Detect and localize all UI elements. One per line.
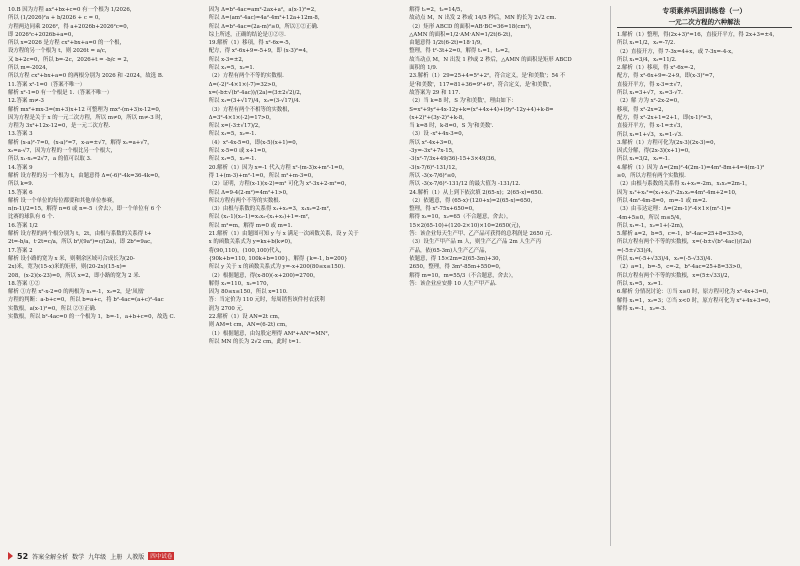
text-line: 解析 设方程的另一个根为 t，由题意得 Δ=(-6)²-4k=36-4k=0， (8, 172, 164, 179)
text-line: 208，(x-2)(x-23)=0，所以 x=2，即小路的宽为 2 米. (8, 272, 141, 279)
text-line: 2650，整理，得 3m²-85m+550=0， (409, 264, 505, 271)
text-line: （2）矩形 ABCD 的面积=AB·BC=36=18(cm²)， (409, 23, 536, 30)
text-line: 比赛的球队有 6 个. (8, 214, 55, 221)
text-line: 解得 x₁=110，x₂=170， (208, 280, 272, 287)
text-line: 设方程的另一个根为 t，则 2026t = a/c， (8, 48, 111, 55)
text-line: 所以 x₁=3+√7，x₂=3-√7. (616, 90, 683, 97)
text-line: 整理，得 x²-75x+650=0， (409, 206, 478, 213)
text-line: 14.答案 9 (8, 164, 33, 171)
text-line: 故动点 M，N 出发 2 秒或 14/5 秒后，MN 的长为 2√2 cm. (409, 15, 557, 22)
text-line: 所以 y 关于 x 的函数关系式为 y=-x+200(80≤x≤150). (208, 264, 345, 271)
text-line: 所以 x₁=5，x₂=-1. (208, 131, 257, 138)
text-line: 答：该企业应安排 10 人生产甲产品. (409, 280, 497, 287)
text-line: 因为 x₁²+x₂²=(x₁+x₂)²-2x₁x₂=4m²-4m+2=10， (616, 189, 741, 196)
text-line: 所以 k=9. (8, 181, 34, 188)
text-line: 所以 -3(x-7/6)²-131/12 的最大值为 -131/12. (409, 181, 521, 188)
text-line: 解得 x₁=1，x₂=3；②当 x<0 时，原方程可化为 x²+4x+3=0， (616, 297, 774, 304)
text-line: 2x)米，宽为(15-x)米的矩形，则(20-2x)(15-x)= (8, 264, 127, 271)
text-line: Δ=(-2)²-4×1×(-7)=32>0， (208, 81, 281, 88)
text-line: 所以 x₁=(3+√17)/4，x₂=(3-√17)/4. (208, 98, 301, 105)
text-line: 18.答案 ①② (8, 280, 40, 287)
text-line: 所以方程有两个不等的实数根，x=(5±√33)/2， (616, 272, 733, 279)
text-line: （3）由根与系数的关系得 x₁+x₂=3，x₁x₂=2-m²， (208, 206, 335, 213)
text-line: 整理，得 t²-3t+2=0，解得 t₁=1，t₂=2， (409, 48, 514, 55)
text-line: 1.解析（1）整理，得(2x+3)²=16，直接开平方，得 2x+3=±4， (616, 32, 778, 38)
text-line: -3(x²-7/3x+49/36)-15+3×49/36， (409, 156, 500, 163)
text-line: 3.解析（1）方程可化为(2x-3)(2x-3)=0， (616, 139, 719, 146)
text-line: 配方，得 x²-6x+9=-5+9，即 (x-3)²=4， (208, 48, 312, 55)
text-line: 配方，得 x²-2x+1=2+1，即(x-1)²=3， (616, 114, 717, 121)
text-line: n(n-1)/2=15，解得 n=6 或 n=-5（舍去），即一个单位有 6 个 (8, 206, 162, 213)
text-line: 所以方程有两个不等的实数根. (208, 197, 281, 204)
text-line: x=(-b±√(b²-4ac))/(2a)=(3±2√2)/2， (208, 89, 306, 96)
text-line: （1）根据题意，由勾股定理得 AM²+AN²=MN²， (208, 330, 333, 337)
text-line: 所以 x-5=0 或 x+1=0， (208, 148, 271, 155)
text-line: 15.答案 6 (8, 189, 33, 196)
subject-label: 数学 (72, 553, 85, 561)
text-line: （2）方程有两个不等的实数根. (208, 73, 284, 80)
column-2 (209, 6, 404, 546)
text-line: 解得 x₁=-1，x₂=-3. (616, 305, 667, 312)
text-line: 所以 x=2026 是方程 cx²+bx+a=0 的一个根， (8, 40, 125, 47)
text-line: （2）依题意，得 (65-x)·(120+x)=2(65-x)=650， (409, 197, 536, 204)
column-1 (8, 6, 203, 546)
text-line: 10.B 因为方程 ax²+bx+c=0 有一个根为 1/2026， (8, 7, 136, 13)
term-label: 上册 (110, 553, 123, 561)
text-line: 是'和美数'，117=81+36=9²+6²，符合定义，是'和美数'， (409, 81, 555, 88)
text-line: 所以方程 cx²+bx+a=0 的两根分别为 2026 和 -2024，故选 B. (8, 73, 164, 80)
text-line: x 的函数关系式为 y=kx+b(k≠0)， (208, 239, 296, 246)
triangle-icon (8, 552, 13, 560)
text-line: （2）解 方为 x²-2x-2=0， (616, 98, 683, 105)
grade-label: 九年级 (88, 553, 107, 561)
column-3 (409, 6, 604, 546)
text-line: 配方，得 x²-6x+9=-2+9，即(x-3)²=7， (616, 73, 718, 80)
text-line: -3(x-7/6)²-131/12， (409, 164, 461, 171)
text-line: 所以 (x₁-1)(x₂-1)=x₁x₂-(x₁+x₂)+1=-m²， (208, 214, 314, 221)
text-line: 因为方程是关于 x 的一元二次方程，所以 m≠0，所以 m≠-3 时， (8, 114, 167, 121)
text-line: 所以 Δ=(am²-4ac)=4a²-4m²+12a+12m-8， (208, 15, 324, 22)
text-line: 所以 -3(x-7/6)²≤0， (409, 172, 461, 179)
text-line: 解析 设一个单位的每位都要和其他单位参赛， (8, 197, 118, 204)
text-line: 因为 Δ=b²-4ac=am²-2ax+a²，a(x-1)²=2， (208, 7, 320, 13)
text-line: 17.答案 2 (8, 247, 33, 254)
book-title: 答案全解全析 (32, 553, 69, 561)
text-line: （4）x²-4x-5=0，即(x-5)(x+1)=0， (208, 139, 302, 146)
text-line: 方程的判断：a-b+c=0，所以 b=a+c，将 b²-4ac=(a+c)²-4ac (8, 297, 164, 304)
text-line: △AMN 的面积=1/2·AM·AN=1/2t(6-2t)， (409, 31, 516, 38)
text-line: 直接开平方，得 x-3=±√7， (616, 81, 686, 88)
text-line: 故答案为 29 和 117. (409, 89, 461, 96)
text-line: 所以 MN 的长为 2√2 cm，此时 t=1. (208, 338, 301, 345)
text-line: （2）证明，方程(x-1)(x-2)=m² 可化为 x²-3x+2-m²=0， (208, 181, 350, 188)
text-line: Δ=3²-4×1×(-2)=17>0， (208, 114, 275, 121)
text-line: 所以 x-3=±2， (208, 56, 248, 63)
text-line: 所以 x₁=5，x₂=-1. (208, 156, 257, 163)
text-line: 所以 x=(-3±√17)/2， (208, 123, 264, 130)
text-line: 即 2026²c+2026b+a=0， (8, 31, 77, 38)
text-line: 所以 m²=m，解得 m=0 或 m=1. (208, 222, 293, 229)
text-line: （2）当 k=8 时，S 为'和美数'，理由如下： (409, 98, 517, 105)
section-subtitle: 一元二次方程的六种解法 (617, 17, 792, 28)
text-line: 移项，得 x²-2x=2， (616, 106, 667, 113)
text-line: S=x²+9y²+4x-12y+k=(x²+4x+4)+(9y²-12y+4)+k-8= (409, 106, 554, 113)
text-line: 综上所述，正确的结论是①②③. (208, 31, 286, 38)
text-line: 16.答案 1/2 (8, 222, 38, 229)
text-line: 解得 t₁=2，t₂=14/5， (409, 7, 466, 13)
text-line: 21.解析（1）由题图可知 y 与 x 满足一次函数关系，设 y 关于 (208, 231, 359, 238)
text-line: （3）由韦达定理：Δ=(2m-1)²-4×1×(m²-1)= (616, 206, 731, 213)
text-line: 将(90,110)，(100,100)代入， (208, 247, 286, 254)
text-line: 2t=-b/a，t·2t=c/a，所以 b²/(9a²)=c/(2a)，即 2b²=9ac， (8, 239, 156, 246)
text-line: 19.解析（1）移项，得 x²-6x=-5， (208, 40, 295, 47)
text-line: 所以 x₁=-1，x₂=1+(-2m)， (616, 222, 688, 229)
text-line: （3）设生产甲产品 m 人，则生产乙产品 2m 人生产丙 (409, 239, 541, 246)
text-line: 产品，依(65-3m)人生产乙产品， (409, 247, 490, 254)
text-line: ≥0，所以方程有两个实数根. (616, 173, 686, 180)
text-line: 13.答案 3 (8, 131, 33, 138)
page-number: 52 (17, 551, 29, 561)
text-line: 解得 m=10，m=55/3（不合题意，舍去）， (409, 272, 517, 279)
text-line: 23.解析（1）29=25+4=5²+2²，符合定义，是'和美数'；54 不 (409, 73, 566, 80)
text-line: 直接开平方，得 x-1=±√3， (616, 123, 686, 130)
column-container (8, 6, 792, 546)
text-line: 解析 (x-a)²-7=0，(x-a)²=7，x-a=±√7，解得 x₁=a+√7， (8, 139, 153, 146)
text-line: 方程两边同乘 2026²，得 a+2026b+2026²c=0， (8, 23, 133, 30)
text-line: （3）方程有两个不相等的实数根， (208, 106, 293, 113)
text-line: 所以 x₁=5，x₂=1. (208, 65, 255, 72)
text-line: 2.解析（1）移项，得 x²-6x=-2， (616, 65, 699, 72)
text-line: 解析 设方程的两个根分别为 t，2t，由根与系数的关系得 t+ (8, 231, 152, 238)
edition-label: 人教版 (126, 553, 145, 561)
text-line: 得 1+(m-3)+m²-1=0，所以 m²+m-3=0， (208, 172, 317, 179)
text-line: 所以 Δ=9-4(2-m²)=4m²+1>0， (208, 189, 292, 196)
series-badge: 四中试卷 (150, 554, 173, 560)
text-line: （2）由根与系数的关系得 x₁+x₂=-2m，x₁x₂=2m-1， (616, 181, 751, 188)
text-line: 5.解析 a=2，b=5，c=-1，b²-4ac=25+8=33>0， (616, 231, 748, 238)
text-line: 所以 (1/2026)²a + b/2026 + c = 0， (8, 15, 104, 22)
text-line: 方程为 3x²+12x-12=0，是一元二次方程. (8, 123, 111, 130)
text-line: =(-5±√33)/4， (616, 247, 657, 254)
text-line: 因式分解，得(2x-3)(x+1)=0， (616, 148, 694, 155)
text-line: 解析 mx²+mx-3=(m+3)x+12 可整理为 mx²-(m+3)x-12=0， (8, 106, 165, 113)
text-line: 所以 x₁-x₂=2√7，a 的值可以取 3. (8, 156, 92, 163)
text-line: 依题意，得 15×2m=2(65-3m)+30， (409, 255, 504, 262)
text-line: -3y=-3x²+7x-15， (409, 148, 458, 155)
text-line: （2）直接开方，得 7-3x=4+x，或 7-3x=-4-x， (616, 48, 737, 55)
text-line: 解得 x₁=10，x₂=65（不合题意，舍去）， (409, 214, 512, 221)
text-line: (x+2)²+(3y-2)²+k-8， (409, 114, 468, 121)
text-line: 22.解析（1）设 AN=2t cm， (208, 313, 284, 320)
text-line: 面积的 1/9. (409, 65, 438, 72)
text-line: 12.答案 m≠-3 (8, 98, 44, 105)
text-line: 解析 ①方程 x²-x-2=0 的两根为 x₁=-1，x₂=2，是'凤凰' (8, 289, 145, 296)
text-line: 11.答案 x²-1=0（答案不唯一） (8, 81, 86, 88)
column-4 (610, 6, 792, 546)
text-line: （3）设 -x²+4x-3=0， (409, 131, 468, 138)
text-line: 润为 2700 元. (208, 305, 244, 312)
text-line: 答：该企业每天生产甲、乙产品可获得的总利润是 2650 元. (409, 231, 553, 238)
text-line: 所以 x₁=(-5+√33)/4，x₂=(-5-√33)/4. (616, 256, 713, 263)
text-line: 所以 x₁=1/2，x₂=-7/2. (616, 40, 676, 47)
text-line: 所以方程有两个不等的实数根，x=(-b±√(b²-4ac))/(2a) (616, 239, 752, 246)
text-line: 所以 m=-2024， (8, 65, 52, 72)
text-line: 故当动点 M，N 出发 1 秒或 2 秒后，△AMN 的面积是矩形 ABCD (409, 56, 572, 63)
text-line: （2）根据题意，得(x-80)(-x+200)=2700， (208, 272, 319, 279)
text-line: 实数根，a(x-1)²=0，所以 ②③正确. (8, 305, 97, 312)
text-line: 所以 x₁=5，x₂=1. (616, 280, 663, 287)
text-line: 解析 x²-1=0 有一个根是 1.（答案不唯一） (8, 89, 113, 96)
section-title: 专项素养巩固训练卷（一） (662, 7, 747, 15)
text-line: 由题意得 1/2t(6-2t)=18·1/9， (409, 40, 486, 47)
text-line: （2）a=1，b=-5，c=-2，b²-4ac=25+8=33>0， (616, 264, 746, 271)
text-line: 4.解析（1）因为 Δ=(2m)²-4(2m-1)=4m²-8m+4=4(m-1)² (616, 164, 765, 171)
text-line: 当 k=8 时，k-8=0，S 为'和美数'. (409, 123, 494, 130)
text-line: 所以 x₁=1+√3，x₂=1-√3. (616, 131, 683, 138)
page-footer (8, 550, 174, 562)
text-line: 所以 x₁=3/4，x₂=11/2. (616, 56, 677, 63)
text-line: 24.解析（1）从上到下依次填 2(65-x)；2(65-x)=650. (409, 189, 543, 196)
text-line: -4m+5≥0，所以 m≤5/4， (616, 214, 685, 221)
text-line: 15×2(65-10)+(120-2×10)×10=2650(元)， (409, 222, 525, 229)
text-line: 答：当定价为 110 元时，每周销售该件衬衣获利 (208, 297, 325, 304)
text-line: 20.解析（1）因为 x=-1 代入方程 x²-(m-3)x+m²-1=0， (208, 164, 348, 171)
text-line: {90k+b=110, 100k+b=100}，解得 {k=-1, b=200} (208, 255, 348, 262)
text-line: 所以 x²-4x+3=0， (409, 139, 457, 146)
text-line: 解析 设小路的宽为 x 米，则剩余区域可合成长为(20- (8, 255, 135, 262)
text-line: 又 b+2c=0，所以 b=-2c，2026+t = -b/c = 2， (8, 56, 133, 63)
text-line: 实数根，所以 b²-4ac=0 的一个根为 1，b=-1，a+b+c=0，故选 C. (8, 313, 176, 320)
text-line: 所以 Δ=b²-4ac=(2a-m)²≥0，所以①②正确. (208, 23, 319, 30)
text-line: 6.解析 分情况讨论：①当 x≥0 时，原方程可化为 x²-4x+3=0， (616, 289, 772, 296)
text-line: 因为 80≤x≤150，所以 x=110. (208, 289, 288, 296)
text-line: 所以 4m²-4m-8=0，m=-1 或 m=2. (616, 197, 708, 204)
text-line: 所以 x₁=3/2，x₂=-1. (616, 156, 670, 163)
text-line: x₂=a-√7，因为方程的一个根比另一个根大， (8, 148, 116, 155)
text-line: 则 AM=t cm，AN=(6-2t) cm， (208, 322, 291, 329)
